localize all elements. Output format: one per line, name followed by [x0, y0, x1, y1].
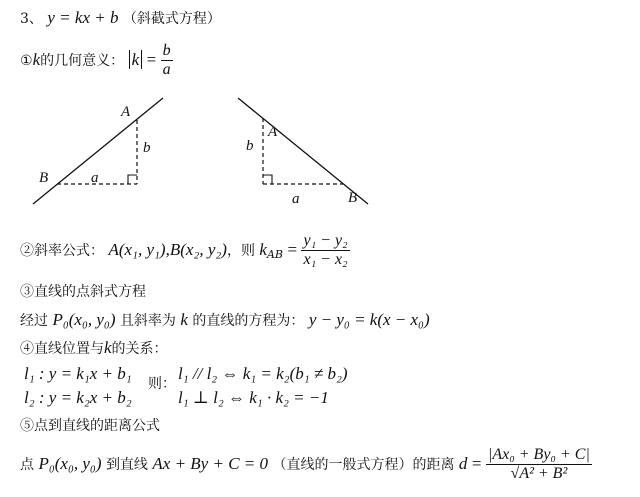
item4-title	[20, 338, 168, 358]
item3-point: P₀(x₀, y₀)	[52, 310, 116, 329]
figure-left-right-angle	[128, 175, 137, 184]
item5-title: ⑤点到直线的距离公式	[20, 418, 160, 434]
item2-then: ，则	[226, 242, 255, 259]
figure-right-label-a: a	[292, 191, 300, 207]
item1-fraction-den: a	[162, 61, 171, 79]
item2-slope-formula	[20, 232, 350, 270]
item3-text2: 且斜率为	[119, 313, 176, 329]
item1-geometric-meaning	[20, 42, 173, 80]
figure-left-label-A: A	[121, 104, 131, 120]
item2-point-A: A(x₁, y₁)	[108, 239, 166, 259]
item5-text3: （直线的一般式方程）的距离	[272, 456, 455, 473]
item2-fraction-den: x₁ − x₂	[303, 251, 348, 269]
item5-text2: 到直线	[105, 456, 148, 473]
section3-title	[20, 8, 221, 28]
item3-equation: y − y₀ = k(x − x₀)	[308, 310, 430, 329]
item5-body	[20, 446, 592, 484]
section3-formula: y = kx + b	[47, 8, 119, 27]
item3-title: ③直线的点斜式方程	[20, 284, 146, 300]
item4-k: k	[104, 338, 112, 357]
item4-parallel: l₁ // l₂ ⇔ k₁ = k₂(b₁ ≠ b₂)	[178, 364, 348, 383]
item5-eq: =	[471, 453, 482, 473]
figure-right-label-A: A	[268, 124, 278, 140]
item3-text1: 经过	[20, 313, 48, 329]
item5-fraction	[486, 446, 592, 484]
item2-label: ②斜率公式：	[20, 242, 104, 259]
sqrt-icon: √	[510, 465, 520, 483]
figure-left-label-a: a	[91, 170, 99, 186]
item2-eq: =	[287, 239, 298, 259]
item1-mark: ①	[20, 52, 33, 69]
figure-left-label-b: b	[143, 140, 151, 156]
section3-note: （斜截式方程）	[122, 11, 221, 27]
item2-fraction	[301, 232, 349, 270]
item1-abs-k: k	[129, 50, 143, 69]
figure-left	[25, 92, 175, 212]
item1-fraction-num: b	[161, 42, 173, 61]
item3-k: k	[180, 310, 188, 329]
item5-fraction-den-wrap	[486, 465, 592, 483]
item4-line2-eq: l₂ : y = k₂x + b₂	[24, 388, 132, 407]
item1-label: 的几何意义：	[40, 52, 125, 69]
item2-comma: ,	[165, 239, 170, 259]
item3-body	[20, 310, 430, 330]
item2-k-sub: AB	[266, 247, 283, 261]
item4-label: ④直线位置与	[20, 341, 104, 357]
item5-line-eq: Ax + By + C = 0	[152, 453, 269, 473]
section3-number: 3、	[20, 11, 43, 27]
item1-eq: =	[146, 49, 157, 69]
figure-left-label-B: B	[39, 170, 49, 186]
figure-right-slope-line	[238, 98, 368, 204]
item2-fraction-num: y₁ − y₂	[301, 232, 349, 251]
item5-fraction-den: A² + B²	[519, 465, 568, 483]
item5-text1: 点	[20, 456, 34, 473]
figure-right-label-B: B	[348, 190, 358, 206]
item5-fraction-num: |Ax₀ + By₀ + C|	[486, 446, 592, 465]
figure-right-label-b: b	[246, 138, 254, 154]
item2-k: k	[259, 239, 267, 259]
item1-k: k	[32, 49, 41, 69]
item3-text3: 的直线的方程为：	[192, 313, 305, 329]
item5-d: d	[458, 453, 468, 473]
item4-then: 则：	[148, 376, 176, 392]
item4-perpendicular: l₁ ⊥ l₂ ⇔ k₁ · k₂ = −1	[178, 388, 329, 407]
figure-right-right-angle	[263, 175, 272, 184]
item4-line1-eq: l₁ : y = k₁x + b₁	[24, 364, 132, 383]
item2-point-B: B(x₂, y₂)	[169, 239, 227, 259]
item4-label-end: 的关系：	[111, 341, 168, 357]
item1-fraction	[161, 42, 173, 80]
figure-right	[230, 92, 380, 212]
item5-point: P₀(x₀, y₀)	[38, 453, 102, 473]
